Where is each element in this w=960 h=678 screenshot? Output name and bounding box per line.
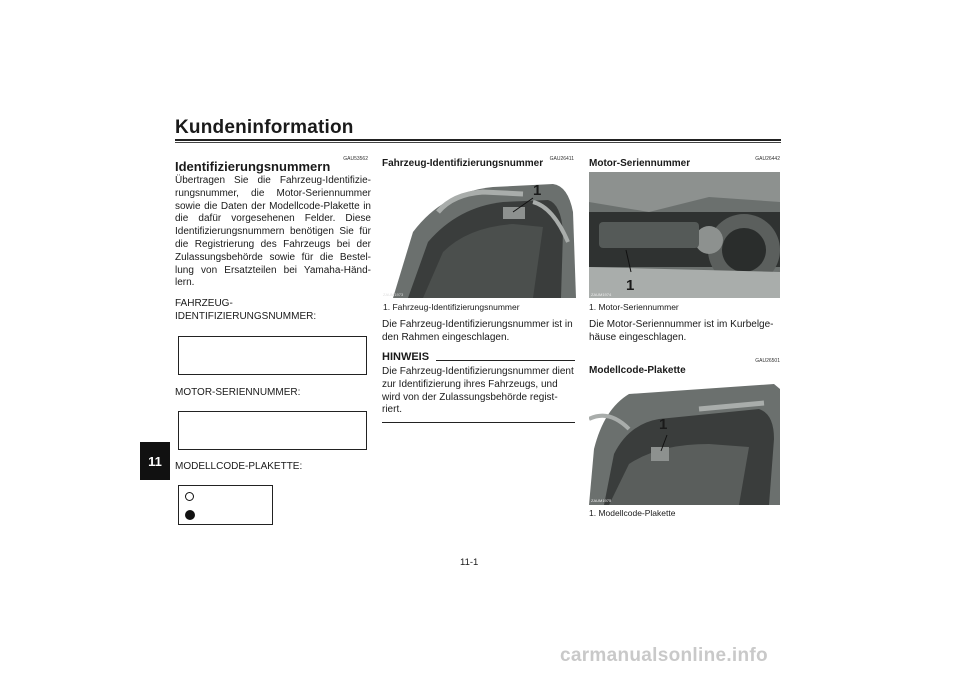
engine-photo-callout: 1 — [626, 277, 635, 294]
vin-heading: Fahrzeug-Identifizierungsnummer — [382, 158, 544, 169]
header-rule-thin — [175, 142, 781, 143]
chapter-tab: 11 — [140, 442, 170, 480]
section-code: GAU26411 — [549, 156, 574, 162]
vin-label-line1: FAHRZEUG- — [175, 298, 233, 309]
engine-number-text: Die Motor-Seriennummer ist im Kurbelge-häuse eingeschlagen. — [589, 319, 774, 343]
model-photo-callout: 1 — [659, 416, 668, 433]
model-photo-code: ZAUM1975 — [591, 498, 612, 503]
filled-circle-icon — [185, 510, 195, 520]
engine-number-entry-box — [178, 411, 367, 450]
note-rule-bottom — [382, 422, 575, 423]
page-title: Kundeninformation — [175, 117, 354, 138]
header-rule — [175, 139, 781, 141]
vin-text: Die Fahrzeug-Identifizierungsnummer ist in den Rahmen eingeschlagen. — [382, 319, 573, 343]
engine-photo-code: ZAUM1974 — [591, 292, 612, 297]
engine-number-caption: 1. Motor-Seriennummer — [589, 302, 679, 312]
section-code: GAU26442 — [755, 156, 780, 162]
model-code-photo — [589, 379, 780, 505]
page-number: 11-1 — [460, 557, 479, 568]
model-code-entry-box — [178, 485, 273, 525]
vin-photo-code: ZAUM1973 — [383, 292, 404, 297]
vin-photo-callout: 1 — [533, 182, 542, 199]
model-code-label: MODELLCODE-PLAKETTE: — [175, 461, 303, 472]
vin-caption: 1. Fahrzeug-Identifizierungsnummer — [383, 302, 520, 312]
vin-location-photo — [383, 172, 576, 298]
note-rule-top — [436, 360, 575, 361]
vin-label-line2: IDENTIFIZIERUNGSNUMMER: — [175, 311, 317, 322]
engine-number-photo — [589, 172, 780, 298]
open-circle-icon — [185, 492, 194, 501]
vin-entry-box — [178, 336, 367, 375]
model-code-heading: Modellcode-Plakette — [589, 365, 686, 376]
section-heading: Identifizierungsnummern — [175, 159, 331, 174]
engine-number-heading: Motor-Seriennummer — [589, 158, 691, 169]
watermark[interactable]: carmanualsonline.info — [560, 645, 768, 666]
section-code: GAU26501 — [755, 358, 780, 364]
note-text: Die Fahrzeug-Identifizierungsnummer dient zur Identifizierung ihres Fahrzeugs, und wird von der Zulassungsbehörde regist-riert. — [382, 366, 574, 416]
section-code: GAU53562 — [343, 156, 368, 162]
model-code-caption: 1. Modellcode-Plakette — [589, 508, 676, 518]
intro-text: Übertragen Sie die Fahrzeug-Identifizie-rungsnummer, die Motor-Seriennummer sowie die Daten der Modellcode-Plakette in die dafür vorgesehenen Felder. Diese Identifizierungsnummern benötigen Sie für die Registrierung des Fahrzeugs bei der Zulassungsbehörde sowie für die Bestel-lung von Ersatzteilen bei Yamaha-Händ-lern. — [175, 175, 371, 289]
engine-number-label: MOTOR-SERIENNUMMER: — [175, 387, 301, 398]
note-label: HINWEIS — [382, 351, 430, 363]
